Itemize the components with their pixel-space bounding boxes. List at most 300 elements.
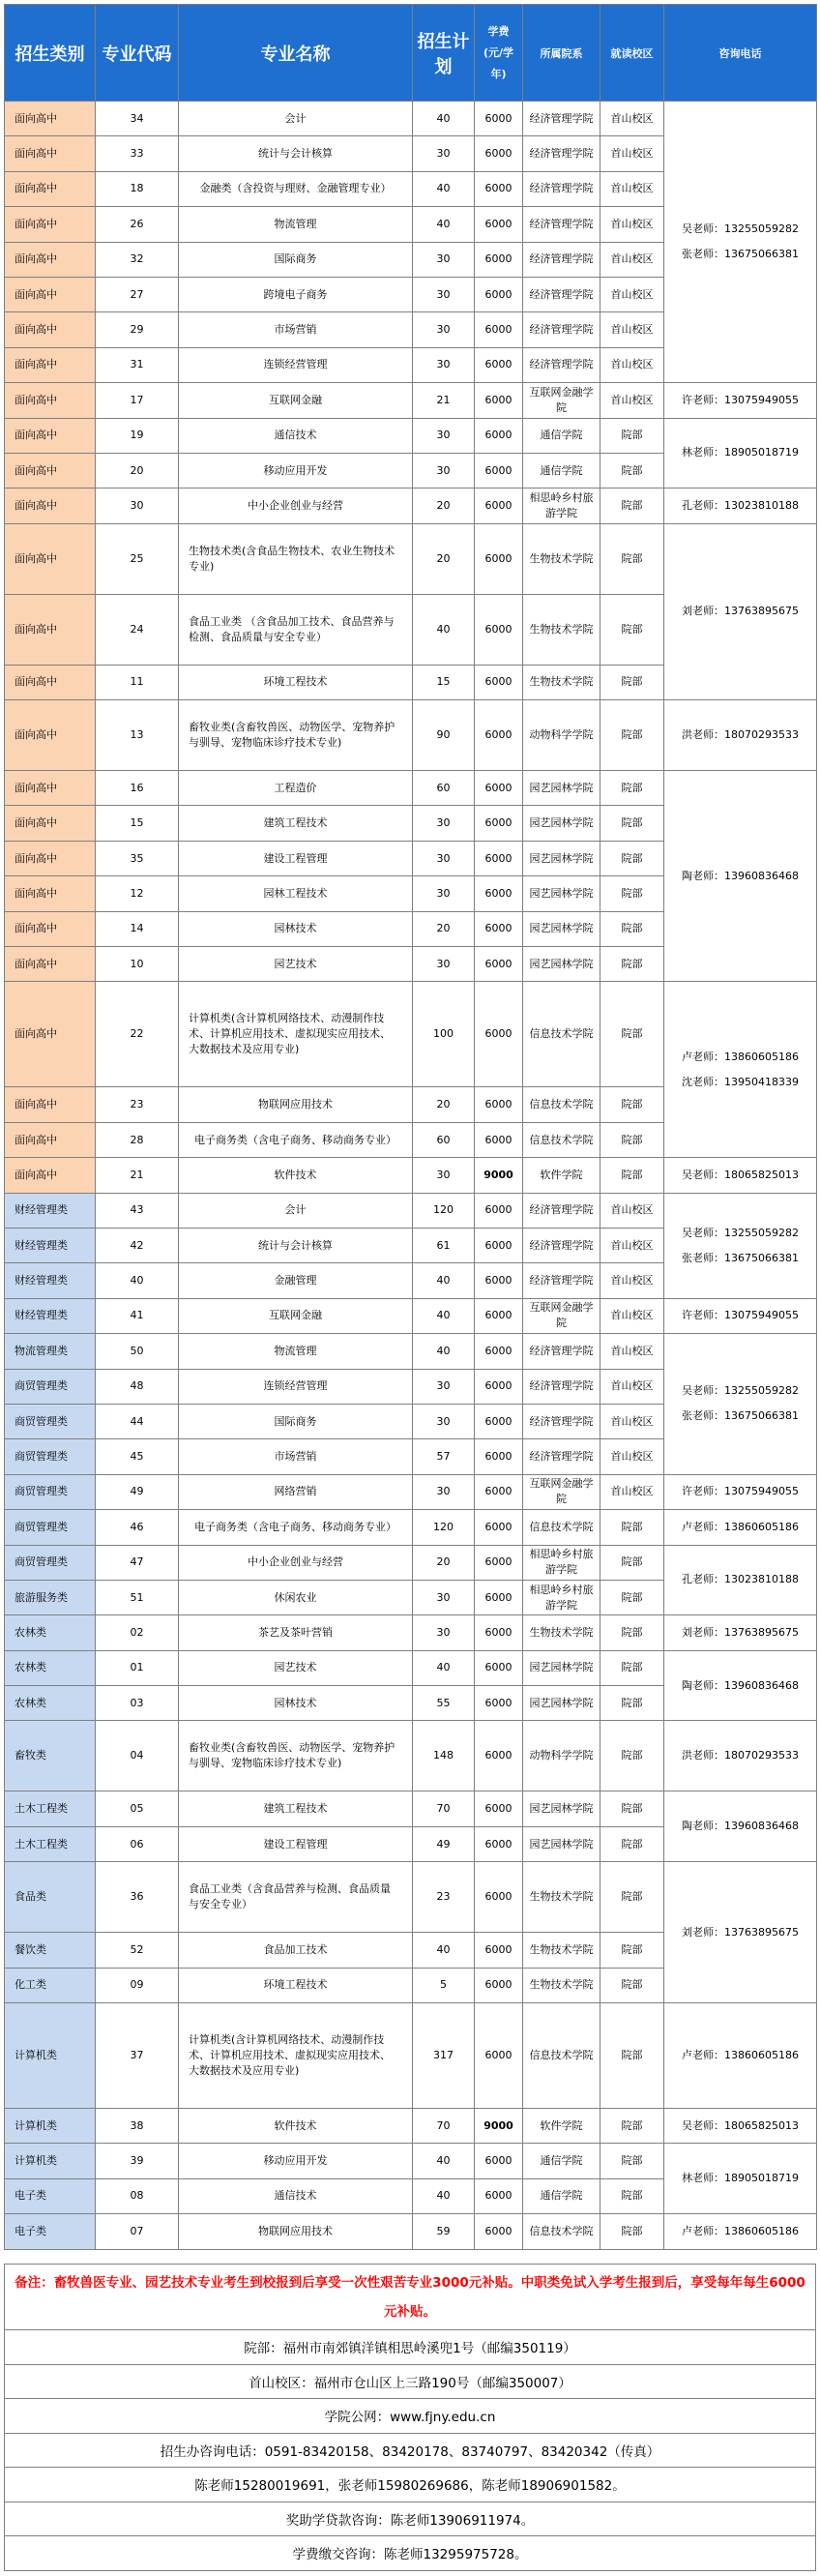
contact-cell xyxy=(664,1298,817,1333)
category-cell: 面向高中 xyxy=(5,841,96,875)
campus-cell: 院部 xyxy=(600,489,664,523)
code-cell: 46 xyxy=(96,1510,179,1545)
table-row xyxy=(5,523,817,594)
major-line: 食品工业类 （含食品加工技术、食品营养与 xyxy=(189,614,395,628)
quota-cell: 120 xyxy=(413,1510,475,1545)
category-cell: 面向高中 xyxy=(5,136,96,171)
college-cell: 软件学院 xyxy=(523,1158,600,1193)
fee-cell: 6000 xyxy=(475,1334,523,1369)
quota-cell: 90 xyxy=(413,700,475,771)
campus-cell: 首山校区 xyxy=(600,1228,664,1262)
code-cell: 05 xyxy=(96,1791,179,1826)
info-row xyxy=(5,2330,816,2365)
major-line: 食品加工技术 xyxy=(263,1942,328,1956)
contact-phone: 林老师：18905018719 xyxy=(682,2172,799,2185)
campus-cell: 院部 xyxy=(600,1545,664,1580)
category-cell: 财经管理类 xyxy=(5,1263,96,1298)
major-cell xyxy=(179,1087,413,1122)
header-category: 招生类别 xyxy=(5,5,96,102)
campus-cell: 院部 xyxy=(600,1158,664,1193)
campus-cell: 院部 xyxy=(600,418,664,453)
header-campus: 就读校区 xyxy=(600,5,664,102)
code-cell: 23 xyxy=(96,1087,179,1122)
campus-cell: 院部 xyxy=(600,841,664,875)
fee-cell: 6000 xyxy=(475,2144,523,2178)
code-cell: 28 xyxy=(96,1122,179,1157)
table-row xyxy=(5,982,817,1087)
major-cell xyxy=(179,1686,413,1721)
major-cell xyxy=(179,136,413,171)
major-line: 物流管理 xyxy=(274,217,317,230)
code-cell: 07 xyxy=(96,2214,179,2249)
contact-cell xyxy=(664,1721,817,1791)
campus-cell: 首山校区 xyxy=(600,1474,664,1509)
college-cell: 生物技术学院 xyxy=(523,523,600,594)
college-cell: 通信学院 xyxy=(523,2178,600,2213)
college-cell: 生物技术学院 xyxy=(523,1933,600,1968)
major-cell xyxy=(179,383,413,418)
code-cell: 34 xyxy=(96,102,179,136)
contact-cell xyxy=(664,1158,817,1193)
major-line: 畜牧业类(含畜牧兽医、动物医学、宠物养护 xyxy=(189,1741,395,1755)
college-cell: 经济管理学院 xyxy=(523,171,600,206)
contact-phone: 许老师：13075949055 xyxy=(682,393,799,406)
table-row xyxy=(5,1334,817,1369)
contact-cell xyxy=(664,523,817,699)
college-cell: 相思岭乡村旅游学院 xyxy=(523,489,600,523)
major-cell xyxy=(179,1510,413,1545)
major-line: 物流管理 xyxy=(274,1344,317,1357)
info-row xyxy=(5,2433,816,2468)
category-cell: 面向高中 xyxy=(5,594,96,665)
college-cell: 信息技术学院 xyxy=(523,1510,600,1545)
header-college: 所属院系 xyxy=(523,5,600,102)
major-line: 休闲农业 xyxy=(274,1590,317,1604)
category-cell: 面向高中 xyxy=(5,1087,96,1122)
quota-cell: 60 xyxy=(413,1122,475,1157)
code-cell: 38 xyxy=(96,2109,179,2144)
major-line: 环境工程技术 xyxy=(263,675,328,689)
category-cell: 计算机类 xyxy=(5,2109,96,2144)
table-row xyxy=(5,383,817,418)
code-cell: 02 xyxy=(96,1615,179,1650)
campus-cell: 首山校区 xyxy=(600,171,664,206)
contact-phone: 吴老师：18065825013 xyxy=(682,1168,799,1181)
campus-cell: 院部 xyxy=(600,1615,664,1650)
quota-cell: 40 xyxy=(413,102,475,136)
table-row xyxy=(5,1615,817,1650)
quota-cell: 55 xyxy=(413,1686,475,1721)
campus-cell: 院部 xyxy=(600,2003,664,2109)
code-cell: 10 xyxy=(96,947,179,982)
major-cell xyxy=(179,1933,413,1968)
code-cell: 03 xyxy=(96,1686,179,1721)
campus-cell: 院部 xyxy=(600,2109,664,2144)
quota-cell: 20 xyxy=(413,911,475,946)
quota-cell: 59 xyxy=(413,2214,475,2249)
table-row xyxy=(5,2109,817,2144)
fee-cell: 6000 xyxy=(475,1933,523,1968)
code-cell: 35 xyxy=(96,841,179,875)
major-line: 移动应用开发 xyxy=(263,463,328,477)
campus-cell: 首山校区 xyxy=(600,1298,664,1333)
quota-cell: 30 xyxy=(413,841,475,875)
major-line: 连锁经营管理 xyxy=(263,358,328,371)
quota-cell: 40 xyxy=(413,1334,475,1369)
category-cell: 农林类 xyxy=(5,1686,96,1721)
table-row xyxy=(5,1510,817,1545)
info-row xyxy=(5,2536,816,2571)
campus-cell: 院部 xyxy=(600,1721,664,1791)
info-row xyxy=(5,2364,816,2399)
quota-cell: 30 xyxy=(413,347,475,382)
contact-cell xyxy=(664,102,817,383)
major-line: 物联网应用技术 xyxy=(258,1098,333,1111)
header-fee-line3: 年) xyxy=(490,67,507,80)
category-cell: 商贸管理类 xyxy=(5,1404,96,1438)
code-cell: 25 xyxy=(96,523,179,594)
campus-cell: 院部 xyxy=(600,1650,664,1685)
category-cell: 土木工程类 xyxy=(5,1791,96,1826)
quota-cell: 30 xyxy=(413,1474,475,1509)
quota-cell: 49 xyxy=(413,1826,475,1861)
category-cell: 面向高中 xyxy=(5,771,96,806)
category-cell: 面向高中 xyxy=(5,418,96,453)
major-line: 建筑工程技术 xyxy=(263,1802,328,1816)
major-cell xyxy=(179,1791,413,1826)
college-cell: 经济管理学院 xyxy=(523,347,600,382)
college-cell: 经济管理学院 xyxy=(523,1369,600,1404)
address-main-campus: 院部：福州市南郊镇洋镇相思岭溪兜1号（邮编350119） xyxy=(5,2330,816,2365)
major-line: 市场营销 xyxy=(274,1450,317,1464)
major-cell xyxy=(179,1474,413,1509)
fee-cell: 6000 xyxy=(475,1791,523,1826)
contact-cell xyxy=(664,2109,817,2144)
contact-cell xyxy=(664,700,817,771)
table-row xyxy=(5,489,817,523)
college-cell: 通信学院 xyxy=(523,418,600,453)
contact-phone: 张老师：13675066381 xyxy=(682,248,799,261)
campus-cell: 院部 xyxy=(600,771,664,806)
code-cell: 32 xyxy=(96,242,179,277)
category-cell: 面向高中 xyxy=(5,102,96,136)
code-cell: 24 xyxy=(96,594,179,665)
major-cell xyxy=(179,1580,413,1614)
campus-cell: 首山校区 xyxy=(600,136,664,171)
campus-cell: 院部 xyxy=(600,453,664,488)
category-cell: 面向高中 xyxy=(5,171,96,206)
category-cell: 财经管理类 xyxy=(5,1193,96,1228)
major-cell xyxy=(179,2144,413,2178)
quota-cell: 40 xyxy=(413,2178,475,2213)
major-line: 中小企业创业与经营 xyxy=(248,498,343,512)
code-cell: 52 xyxy=(96,1933,179,1968)
major-cell xyxy=(179,312,413,347)
category-cell: 商贸管理类 xyxy=(5,1474,96,1509)
category-cell: 面向高中 xyxy=(5,806,96,841)
contact-cell xyxy=(664,1615,817,1650)
header-code: 专业代码 xyxy=(96,5,179,102)
quota-cell: 317 xyxy=(413,2003,475,2109)
campus-cell: 院部 xyxy=(600,1686,664,1721)
major-cell xyxy=(179,911,413,946)
college-cell: 动物科学学院 xyxy=(523,1721,600,1791)
table-row xyxy=(5,1791,817,1826)
campus-cell: 首山校区 xyxy=(600,1404,664,1438)
header-fee-line2: (元/学 xyxy=(483,45,514,59)
major-line: 中小企业创业与经营 xyxy=(248,1555,343,1569)
contact-cell xyxy=(664,1862,817,2003)
code-cell: 22 xyxy=(96,982,179,1087)
college-cell: 经济管理学院 xyxy=(523,1263,600,1298)
category-cell: 食品类 xyxy=(5,1862,96,1933)
code-cell: 44 xyxy=(96,1404,179,1438)
contact-cell xyxy=(664,1334,817,1475)
tuition-payment-contact: 学费缴交咨询：陈老师13295975728。 xyxy=(5,2536,816,2571)
fee-cell: 6000 xyxy=(475,2178,523,2213)
campus-cell: 院部 xyxy=(600,2144,664,2178)
fee-cell: 6000 xyxy=(475,523,523,594)
college-cell: 经济管理学院 xyxy=(523,312,600,347)
campus-cell: 首山校区 xyxy=(600,312,664,347)
campus-cell: 院部 xyxy=(600,1791,664,1826)
code-cell: 20 xyxy=(96,453,179,488)
code-cell: 16 xyxy=(96,771,179,806)
major-cell xyxy=(179,771,413,806)
major-cell xyxy=(179,1369,413,1404)
campus-cell: 院部 xyxy=(600,911,664,946)
major-line: 软件技术 xyxy=(274,1168,317,1181)
code-cell: 09 xyxy=(96,1968,179,2002)
quota-cell: 30 xyxy=(413,1158,475,1193)
campus-cell: 院部 xyxy=(600,523,664,594)
header-contact: 咨询电话 xyxy=(664,5,817,102)
major-cell xyxy=(179,523,413,594)
code-cell: 13 xyxy=(96,700,179,771)
major-cell xyxy=(179,1545,413,1580)
major-line: 电子商务类（含电子商务、移动商务专业） xyxy=(194,1520,396,1533)
category-cell: 商贸管理类 xyxy=(5,1439,96,1474)
code-cell: 49 xyxy=(96,1474,179,1509)
code-cell: 04 xyxy=(96,1721,179,1791)
fee-cell: 6000 xyxy=(475,277,523,311)
code-cell: 18 xyxy=(96,171,179,206)
quota-cell: 30 xyxy=(413,312,475,347)
major-line: 术、计算机应用技术、虚拟现实应用技术、 xyxy=(189,1027,391,1041)
info-row xyxy=(5,2468,816,2502)
college-cell: 园艺园林学院 xyxy=(523,876,600,911)
contact-phone: 刘老师：13763895675 xyxy=(682,605,799,618)
quota-cell: 40 xyxy=(413,594,475,665)
table-row xyxy=(5,1298,817,1333)
campus-cell: 首山校区 xyxy=(600,1263,664,1298)
fee-cell: 6000 xyxy=(475,2003,523,2109)
college-cell: 经济管理学院 xyxy=(523,1193,600,1228)
table-row xyxy=(5,1545,817,1580)
fee-cell: 6000 xyxy=(475,947,523,982)
campus-cell: 院部 xyxy=(600,1968,664,2002)
major-line: 生物技术类(含食品生物技术、农业生物技术 xyxy=(189,544,395,557)
major-cell xyxy=(179,1334,413,1369)
code-cell: 17 xyxy=(96,383,179,418)
quota-cell: 5 xyxy=(413,1968,475,2002)
college-cell: 园艺园林学院 xyxy=(523,1650,600,1685)
fee-cell: 6000 xyxy=(475,1404,523,1438)
fee-cell: 6000 xyxy=(475,1193,523,1228)
major-cell xyxy=(179,242,413,277)
major-line: 互联网金融 xyxy=(269,393,322,406)
table-body xyxy=(5,102,817,2250)
contact-phone: 卢老师：13860605186 xyxy=(682,1050,799,1063)
contact-cell xyxy=(664,2214,817,2249)
fee-cell: 6000 xyxy=(475,1968,523,2002)
category-cell: 化工类 xyxy=(5,1968,96,2002)
code-cell: 47 xyxy=(96,1545,179,1580)
table-row xyxy=(5,1474,817,1509)
contact-phone: 陶老师：13960836468 xyxy=(682,869,799,882)
info-row xyxy=(5,2502,816,2536)
fee-cell: 6000 xyxy=(475,207,523,242)
fee-cell: 6000 xyxy=(475,1615,523,1650)
major-line: 畜牧业类(含畜牧兽医、动物医学、宠物养护 xyxy=(189,721,395,734)
table-row xyxy=(5,1862,817,1933)
address-shoushan-campus: 首山校区：福州市仓山区上三路190号（邮编350007） xyxy=(5,2364,816,2399)
campus-cell: 院部 xyxy=(600,2178,664,2213)
table-header-row xyxy=(5,5,817,102)
major-line: 金融类（含投资与理财、金融管理专业） xyxy=(199,182,392,195)
major-cell xyxy=(179,1439,413,1474)
major-line: 市场营销 xyxy=(274,323,317,337)
major-cell xyxy=(179,489,413,523)
major-cell xyxy=(179,1968,413,2002)
quota-cell: 21 xyxy=(413,383,475,418)
college-cell: 通信学院 xyxy=(523,453,600,488)
major-cell xyxy=(179,1826,413,1861)
quota-cell: 20 xyxy=(413,1087,475,1122)
contact-phone: 林老师：18905018719 xyxy=(682,446,799,459)
fee-cell: 9000 xyxy=(475,1158,523,1193)
major-cell xyxy=(179,947,413,982)
category-cell: 面向高中 xyxy=(5,1122,96,1157)
contact-cell xyxy=(664,1650,817,1721)
category-cell: 面向高中 xyxy=(5,911,96,946)
admissions-phone: 招生办咨询电话：0591-83420158、83420178、83740797、83420342（传真） xyxy=(5,2433,816,2468)
quota-cell: 30 xyxy=(413,418,475,453)
fee-cell: 6000 xyxy=(475,1650,523,1685)
category-cell: 面向高中 xyxy=(5,876,96,911)
campus-cell: 院部 xyxy=(600,806,664,841)
contact-phone: 吴老师：18065825013 xyxy=(682,2118,799,2132)
quota-cell: 15 xyxy=(413,665,475,699)
major-line: 统计与会计核算 xyxy=(258,147,333,161)
college-cell: 信息技术学院 xyxy=(523,2003,600,2109)
contact-cell xyxy=(664,2144,817,2214)
category-cell: 面向高中 xyxy=(5,1158,96,1193)
contact-phone: 张老师：13675066381 xyxy=(682,1409,799,1423)
fee-cell: 6000 xyxy=(475,102,523,136)
major-cell xyxy=(179,1298,413,1333)
fee-cell: 6000 xyxy=(475,1721,523,1791)
major-line: 园艺技术 xyxy=(274,1661,317,1674)
campus-cell: 院部 xyxy=(600,1510,664,1545)
major-line: 大数据技术及应用专业) xyxy=(189,2064,300,2078)
student-loan-contact: 奖助学贷款咨询：陈老师13906911974。 xyxy=(5,2502,816,2536)
contact-phone: 孔老师：13023810188 xyxy=(682,498,799,512)
fee-cell: 6000 xyxy=(475,1862,523,1933)
category-cell: 财经管理类 xyxy=(5,1228,96,1262)
major-line: 工程造价 xyxy=(274,781,317,794)
major-line: 计算机类(含计算机网络技术、动漫制作技 xyxy=(189,1012,385,1025)
table-row xyxy=(5,700,817,771)
fee-cell: 6000 xyxy=(475,1826,523,1861)
major-line: 检测、食品质量与安全专业） xyxy=(189,630,327,643)
fee-cell: 6000 xyxy=(475,876,523,911)
contact-cell xyxy=(664,982,817,1158)
college-cell: 互联网金融学院 xyxy=(523,1298,600,1333)
college-cell: 相思岭乡村旅游学院 xyxy=(523,1580,600,1614)
major-cell xyxy=(179,1650,413,1685)
code-cell: 11 xyxy=(96,665,179,699)
major-line: 茶艺及茶叶营销 xyxy=(258,1625,333,1639)
quota-cell: 60 xyxy=(413,771,475,806)
quota-cell: 120 xyxy=(413,1193,475,1228)
college-cell: 相思岭乡村旅游学院 xyxy=(523,1545,600,1580)
campus-cell: 首山校区 xyxy=(600,1334,664,1369)
campus-cell: 首山校区 xyxy=(600,242,664,277)
college-cell: 经济管理学院 xyxy=(523,207,600,242)
fee-cell: 9000 xyxy=(475,2109,523,2144)
major-line: 统计与会计核算 xyxy=(258,1238,333,1252)
contact-phone: 张老师：13675066381 xyxy=(682,1251,799,1264)
header-major: 专业名称 xyxy=(179,5,413,102)
major-cell xyxy=(179,1122,413,1157)
quota-cell: 57 xyxy=(413,1439,475,1474)
contact-cell xyxy=(664,2003,817,2109)
major-cell xyxy=(179,700,413,771)
major-cell xyxy=(179,2214,413,2249)
fee-cell: 6000 xyxy=(475,1122,523,1157)
major-cell xyxy=(179,1263,413,1298)
remark-row xyxy=(5,2265,816,2330)
table-row xyxy=(5,418,817,453)
major-line: 建设工程管理 xyxy=(263,1837,328,1851)
code-cell: 12 xyxy=(96,876,179,911)
fee-cell: 6000 xyxy=(475,489,523,523)
contact-cell xyxy=(664,1510,817,1545)
campus-cell: 院部 xyxy=(600,2214,664,2249)
major-cell xyxy=(179,347,413,382)
category-cell: 农林类 xyxy=(5,1650,96,1685)
college-cell: 经济管理学院 xyxy=(523,277,600,311)
fee-cell: 6000 xyxy=(475,665,523,699)
major-line: 通信技术 xyxy=(274,429,317,442)
major-cell xyxy=(179,207,413,242)
category-cell: 畜牧类 xyxy=(5,1721,96,1791)
major-cell xyxy=(179,594,413,665)
major-line: 软件技术 xyxy=(274,2118,317,2132)
major-line: 网络营销 xyxy=(274,1485,317,1498)
major-cell xyxy=(179,2178,413,2213)
code-cell: 31 xyxy=(96,347,179,382)
table-row xyxy=(5,1193,817,1228)
fee-cell: 6000 xyxy=(475,1686,523,1721)
fee-cell: 6000 xyxy=(475,982,523,1087)
contact-phone: 卢老师：13860605186 xyxy=(682,1520,799,1533)
contact-phone: 卢老师：13860605186 xyxy=(682,2224,799,2237)
college-cell: 园艺园林学院 xyxy=(523,911,600,946)
enrollment-plan-table xyxy=(4,4,817,2250)
quota-cell: 30 xyxy=(413,242,475,277)
